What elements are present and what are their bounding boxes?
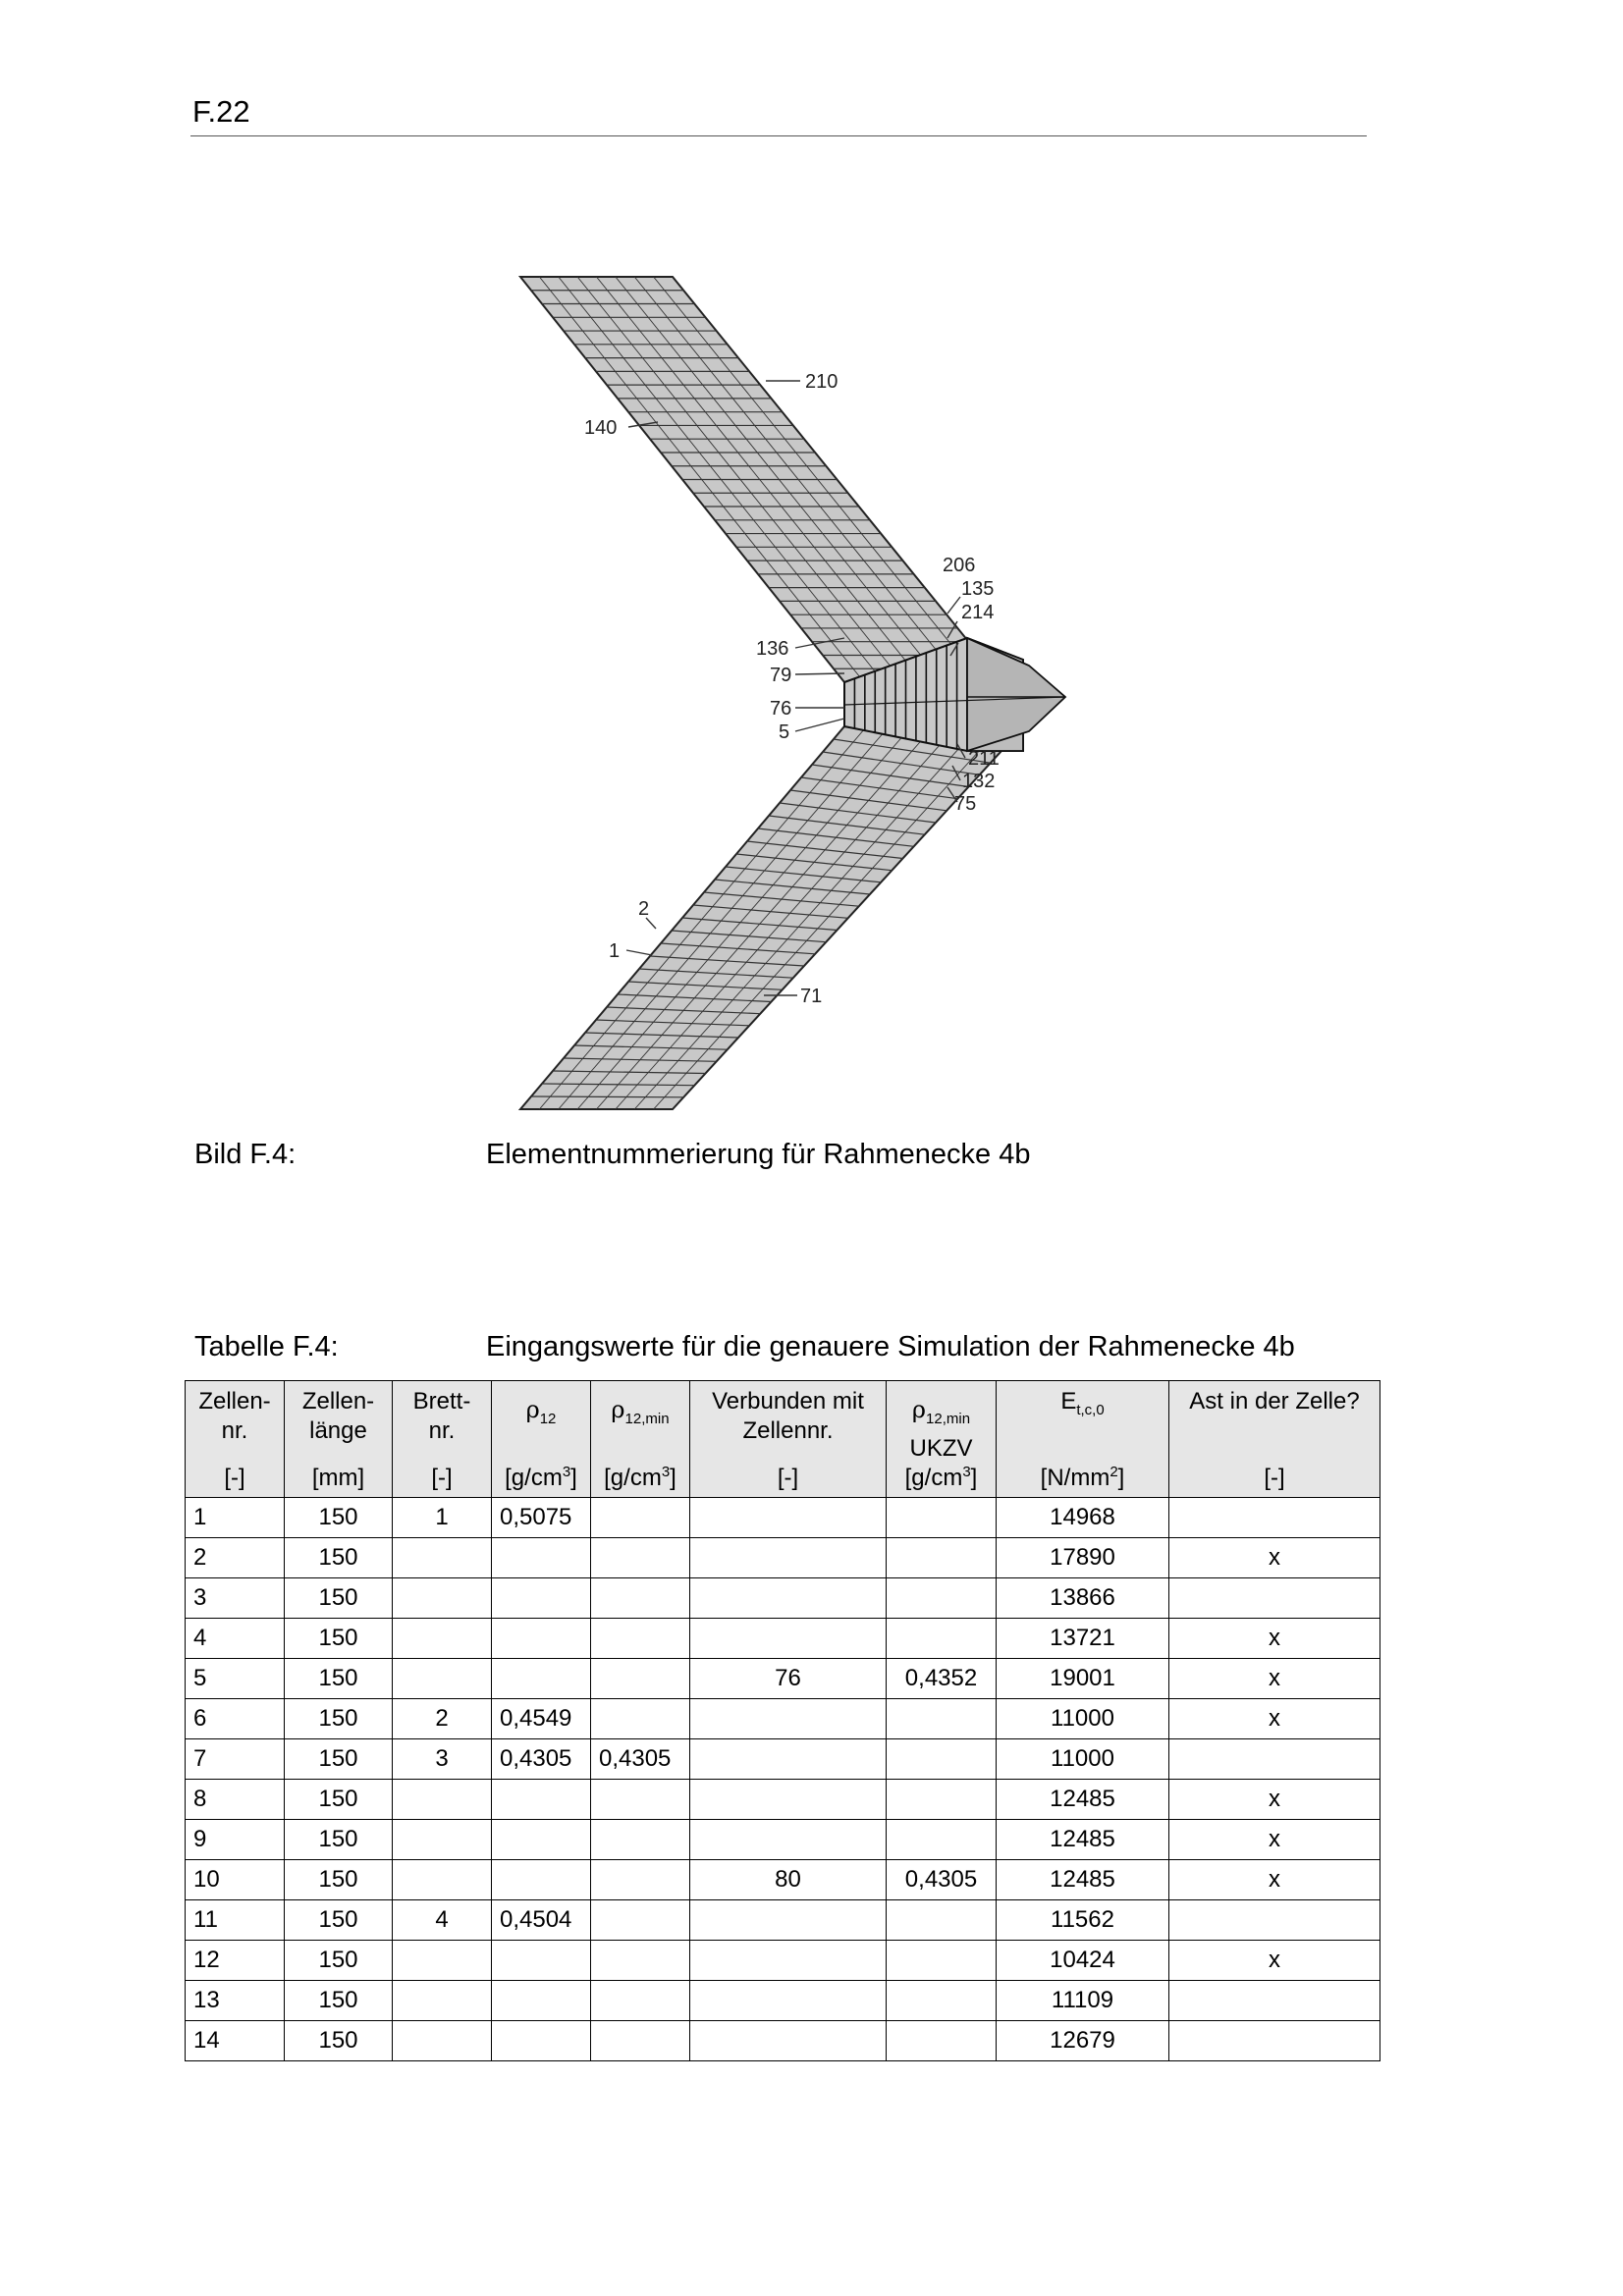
- cell-cell-nr: 2: [186, 1538, 285, 1578]
- cell-board-nr: [393, 1538, 492, 1578]
- cell-rho12-min-ukzv: [887, 1538, 997, 1578]
- cell-connected-with: [690, 1981, 887, 2021]
- cell-rho12-min: [591, 1981, 690, 2021]
- table-caption-label: Tabelle F.4:: [194, 1331, 339, 1362]
- element-label-5: 5: [779, 721, 790, 743]
- cell-knot-in-cell: x: [1169, 1860, 1380, 1900]
- table-row: [186, 1900, 1380, 1941]
- cell-knot-in-cell: x: [1169, 1659, 1380, 1699]
- cell-modulus: 12485: [997, 1780, 1169, 1820]
- figure-caption-label: Bild F.4:: [194, 1139, 297, 1170]
- table-row: [186, 1739, 1380, 1780]
- cell-rho12-min: [591, 1498, 690, 1538]
- element-label-75: 75: [954, 793, 977, 815]
- cell-modulus: 11000: [997, 1699, 1169, 1739]
- cell-rho12-min-ukzv: 0,4352: [887, 1659, 997, 1699]
- cell-rho12: 0,4305: [492, 1739, 591, 1780]
- cell-rho12-min: [591, 1619, 690, 1659]
- cell-board-nr: 4: [393, 1900, 492, 1941]
- cell-rho12-min-ukzv: [887, 1981, 997, 2021]
- cell-cell-nr: 7: [186, 1739, 285, 1780]
- cell-rho12: [492, 1981, 591, 2021]
- cell-cell-nr: 14: [186, 2021, 285, 2061]
- cell-rho12-min-ukzv: [887, 1900, 997, 1941]
- element-label-206: 206: [943, 555, 976, 576]
- cell-cell-length: 150: [285, 1659, 393, 1699]
- header-cell-nr: Zellen- nr. [-]: [186, 1381, 285, 1498]
- cell-rho12-min-ukzv: [887, 1820, 997, 1860]
- cell-rho12: [492, 1578, 591, 1619]
- element-label-2: 2: [638, 898, 650, 920]
- cell-board-nr: [393, 2021, 492, 2061]
- cell-cell-nr: 10: [186, 1860, 285, 1900]
- cell-cell-nr: 12: [186, 1941, 285, 1981]
- cell-rho12-min: [591, 1941, 690, 1981]
- header-rho12-min: $\rho_{12,min}$ $[g/cm^3]$: [591, 1381, 690, 1498]
- cell-modulus: 10424: [997, 1941, 1169, 1981]
- cell-cell-length: 150: [285, 1578, 393, 1619]
- cell-board-nr: [393, 1780, 492, 1820]
- cell-rho12: [492, 1941, 591, 1981]
- element-label-140: 140: [584, 417, 618, 439]
- cell-modulus: 19001: [997, 1659, 1169, 1699]
- cell-knot-in-cell: [1169, 2021, 1380, 2061]
- cell-rho12: [492, 2021, 591, 2061]
- element-label-135: 135: [961, 578, 995, 600]
- cell-rho12-min: [591, 1699, 690, 1739]
- header-modulus: $E_{t,c,0}$ $[N/mm^2]$: [997, 1381, 1169, 1498]
- cell-rho12: 0,4504: [492, 1900, 591, 1941]
- cell-rho12-min-ukzv: [887, 1780, 997, 1820]
- table-row: [186, 1981, 1380, 2021]
- cell-board-nr: 2: [393, 1699, 492, 1739]
- cell-rho12-min: [591, 1900, 690, 1941]
- element-label-76: 76: [770, 698, 792, 720]
- cell-modulus: 14968: [997, 1498, 1169, 1538]
- mesh-corner-arrow: [967, 638, 1065, 751]
- figure-caption-text: Elementnummerierung für Rahmenecke 4b: [486, 1139, 1031, 1170]
- cell-cell-length: 150: [285, 1900, 393, 1941]
- cell-rho12-min-ukzv: 0,4305: [887, 1860, 997, 1900]
- cell-cell-nr: 3: [186, 1578, 285, 1619]
- cell-connected-with: [690, 1739, 887, 1780]
- table-row: [186, 1498, 1380, 1538]
- table-row: [186, 1860, 1380, 1900]
- cell-rho12-min-ukzv: [887, 2021, 997, 2061]
- cell-board-nr: 3: [393, 1739, 492, 1780]
- cell-connected-with: [690, 1820, 887, 1860]
- element-label-214: 214: [961, 602, 995, 623]
- cell-modulus: 11562: [997, 1900, 1169, 1941]
- cell-modulus: 12485: [997, 1820, 1169, 1860]
- header-rule: [190, 135, 1367, 136]
- header-rho12: $\rho_{12}$ $[g/cm^3]$: [492, 1381, 591, 1498]
- cell-knot-in-cell: x: [1169, 1780, 1380, 1820]
- cell-knot-in-cell: [1169, 1981, 1380, 2021]
- cell-cell-length: 150: [285, 1498, 393, 1538]
- cell-cell-length: 150: [285, 1820, 393, 1860]
- cell-rho12: [492, 1780, 591, 1820]
- cell-board-nr: [393, 1578, 492, 1619]
- cell-rho12-min: 0,4305: [591, 1739, 690, 1780]
- cell-connected-with: [690, 1780, 887, 1820]
- cell-rho12: [492, 1538, 591, 1578]
- cell-rho12-min: [591, 1780, 690, 1820]
- page-number: F.22: [192, 94, 250, 129]
- cell-modulus: 12485: [997, 1860, 1169, 1900]
- cell-rho12-min-ukzv: [887, 1739, 997, 1780]
- header-connected-with: Verbunden mit Zellennr. [-]: [690, 1381, 887, 1498]
- cell-cell-length: 150: [285, 1860, 393, 1900]
- cell-rho12-min-ukzv: [887, 1699, 997, 1739]
- cell-modulus: 13866: [997, 1578, 1169, 1619]
- cell-rho12-min: [591, 1659, 690, 1699]
- cell-connected-with: [690, 1619, 887, 1659]
- cell-rho12-min: [591, 1860, 690, 1900]
- cell-rho12: 0,5075: [492, 1498, 591, 1538]
- element-label-1: 1: [609, 940, 621, 962]
- mesh-lower-leg: [520, 726, 1001, 1109]
- cell-modulus: 11000: [997, 1739, 1169, 1780]
- cell-cell-length: 150: [285, 1538, 393, 1578]
- cell-knot-in-cell: x: [1169, 1699, 1380, 1739]
- table-row: [186, 2021, 1380, 2061]
- table-header-row: [186, 1381, 1380, 1498]
- table-row: [186, 1699, 1380, 1739]
- cell-knot-in-cell: [1169, 1578, 1380, 1619]
- table-row: [186, 1780, 1380, 1820]
- cell-rho12-min-ukzv: [887, 1619, 997, 1659]
- cell-modulus: 12679: [997, 2021, 1169, 2061]
- cell-board-nr: [393, 1981, 492, 2021]
- cell-rho12-min-ukzv: [887, 1578, 997, 1619]
- cell-connected-with: [690, 1900, 887, 1941]
- cell-cell-nr: 8: [186, 1780, 285, 1820]
- header-board-nr: Brett- nr. [-]: [393, 1381, 492, 1498]
- cell-rho12-min: [591, 1578, 690, 1619]
- cell-cell-length: 150: [285, 1780, 393, 1820]
- cell-rho12: [492, 1659, 591, 1699]
- cell-cell-length: 150: [285, 1941, 393, 1981]
- cell-cell-length: 150: [285, 1981, 393, 2021]
- cell-rho12: 0,4549: [492, 1699, 591, 1739]
- cell-board-nr: [393, 1619, 492, 1659]
- cell-board-nr: [393, 1941, 492, 1981]
- cell-knot-in-cell: x: [1169, 1820, 1380, 1860]
- cell-connected-with: [690, 1498, 887, 1538]
- cell-cell-length: 150: [285, 2021, 393, 2061]
- header-knot-in-cell: Ast in der Zelle? [-]: [1169, 1381, 1380, 1498]
- cell-rho12: [492, 1619, 591, 1659]
- cell-rho12-min-ukzv: [887, 1941, 997, 1981]
- cell-modulus: 13721: [997, 1619, 1169, 1659]
- cell-cell-nr: 1: [186, 1498, 285, 1538]
- header-cell-length: Zellen- länge [mm]: [285, 1381, 393, 1498]
- cell-rho12: [492, 1860, 591, 1900]
- cell-cell-nr: 9: [186, 1820, 285, 1860]
- cell-connected-with: [690, 1699, 887, 1739]
- cell-knot-in-cell: [1169, 1900, 1380, 1941]
- table-row: [186, 1659, 1380, 1699]
- cell-rho12-min: [591, 1538, 690, 1578]
- cell-cell-length: 150: [285, 1619, 393, 1659]
- cell-connected-with: [690, 2021, 887, 2061]
- cell-knot-in-cell: [1169, 1498, 1380, 1538]
- cell-cell-length: 150: [285, 1699, 393, 1739]
- cell-rho12-min: [591, 1820, 690, 1860]
- cell-modulus: 17890: [997, 1538, 1169, 1578]
- element-label-71: 71: [800, 986, 823, 1007]
- element-label-136: 136: [756, 638, 789, 660]
- cell-cell-nr: 4: [186, 1619, 285, 1659]
- header-rho12-min-ukzv: $\rho_{12,min}$ UKZV $[g/cm^3]$: [887, 1381, 997, 1498]
- cell-connected-with: 76: [690, 1659, 887, 1699]
- table-row: [186, 1538, 1380, 1578]
- cell-board-nr: [393, 1659, 492, 1699]
- cell-rho12: [492, 1820, 591, 1860]
- table-row: [186, 1820, 1380, 1860]
- cell-knot-in-cell: x: [1169, 1941, 1380, 1981]
- element-label-132: 132: [962, 771, 996, 792]
- cell-connected-with: [690, 1538, 887, 1578]
- cell-knot-in-cell: [1169, 1739, 1380, 1780]
- cell-cell-length: 150: [285, 1739, 393, 1780]
- cell-modulus: 11109: [997, 1981, 1169, 2021]
- cell-rho12-min-ukzv: [887, 1498, 997, 1538]
- cell-board-nr: [393, 1820, 492, 1860]
- cell-board-nr: [393, 1860, 492, 1900]
- element-label-211: 211: [968, 748, 1000, 770]
- cell-connected-with: 80: [690, 1860, 887, 1900]
- cell-connected-with: [690, 1578, 887, 1619]
- fe-mesh-figure: [412, 236, 1100, 1119]
- cell-connected-with: [690, 1941, 887, 1981]
- table-row: [186, 1941, 1380, 1981]
- cell-cell-nr: 13: [186, 1981, 285, 2021]
- element-label-210: 210: [805, 371, 839, 393]
- cell-board-nr: 1: [393, 1498, 492, 1538]
- table-caption-text: Eingangswerte für die genauere Simulation der Rahmenecke 4b: [486, 1331, 1295, 1362]
- cell-rho12-min: [591, 2021, 690, 2061]
- table-row: [186, 1619, 1380, 1659]
- cell-cell-nr: 5: [186, 1659, 285, 1699]
- table-row: [186, 1578, 1380, 1619]
- cell-knot-in-cell: x: [1169, 1619, 1380, 1659]
- input-values-table: [185, 1380, 1380, 2061]
- cell-cell-nr: 11: [186, 1900, 285, 1941]
- cell-cell-nr: 6: [186, 1699, 285, 1739]
- element-label-79: 79: [770, 665, 792, 686]
- cell-knot-in-cell: x: [1169, 1538, 1380, 1578]
